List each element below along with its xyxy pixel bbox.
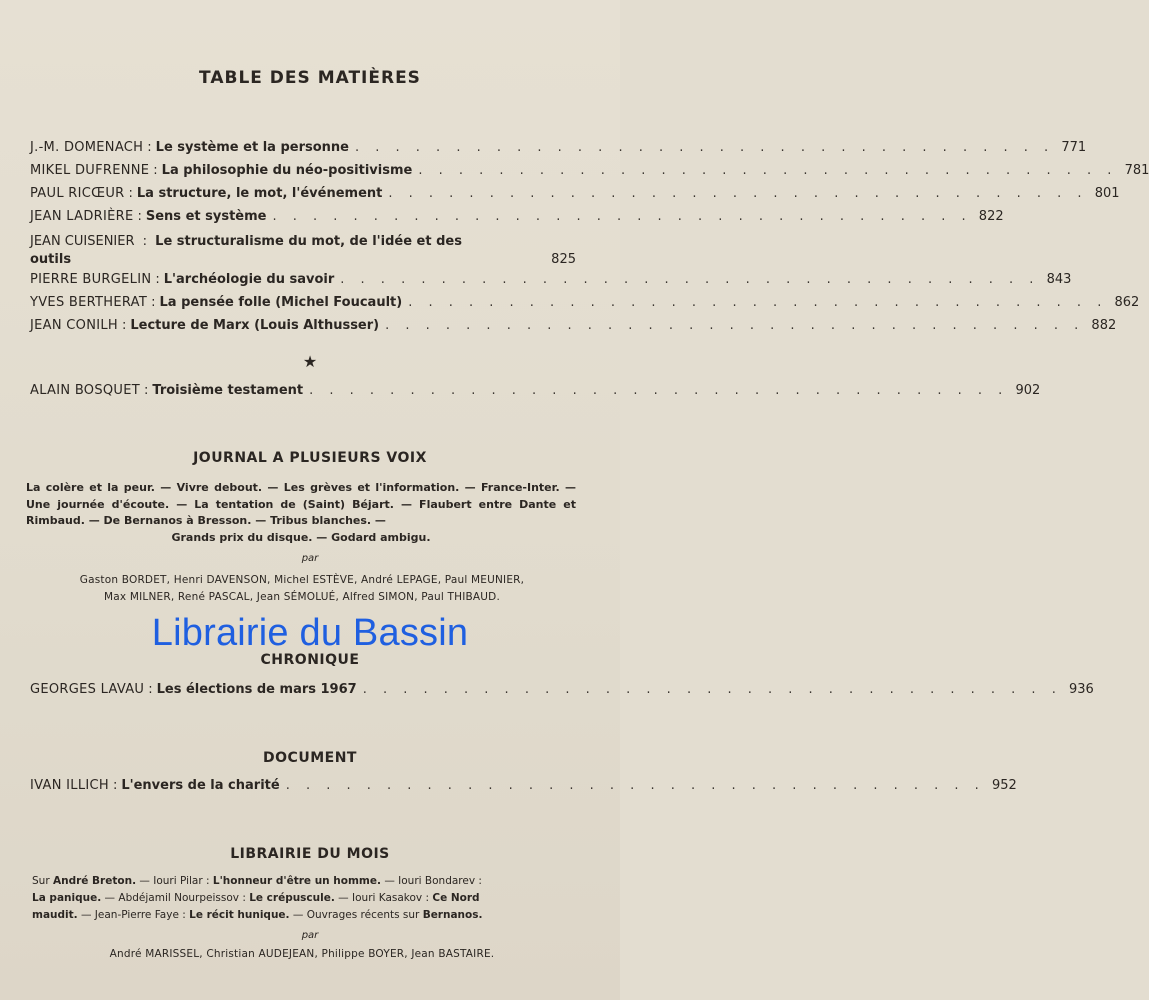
librairie-heading: LIBRAIRIE DU MOIS	[230, 846, 390, 862]
lib-text: — Iouri Pilar :	[136, 875, 213, 887]
toc-separator: :	[112, 778, 118, 793]
lib-book-title: L'honneur d'être un homme.	[212, 875, 381, 887]
toc-page: 825	[551, 252, 576, 267]
toc-entry	[30, 272, 1072, 292]
toc-page: 771	[1061, 140, 1087, 155]
contributors-line: Gaston BORDET, Henri DAVENSON, Michel ESTÈVE, André LEPAGE, Paul MEUNIER,	[79, 574, 525, 586]
toc-page: 902	[1015, 383, 1041, 398]
leader-dots: . . . . . . . . . . . . . . . . . . . . . . . . . . . . . . . . . . .	[272, 209, 972, 224]
toc-author: JEAN CUISENIER	[30, 234, 135, 249]
lib-book-title: maudit.	[32, 909, 78, 921]
toc-page: 801	[1094, 186, 1120, 201]
chronique-heading: CHRONIQUE	[260, 652, 360, 668]
toc-title: La structure, le mot, l'événement	[136, 186, 383, 201]
star-ornament: ★	[302, 352, 318, 371]
toc-author: JEAN CONILH	[30, 318, 118, 333]
contributors-line: Max MILNER, René PASCAL, Jean SÉMOLUÉ, Alfred SIMON, Paul THIBAUD.	[104, 591, 500, 603]
toc-separator: :	[128, 186, 133, 201]
par-label: par	[301, 553, 319, 564]
toc-entry	[30, 233, 576, 269]
toc-title: Troisième testament	[152, 383, 304, 398]
page-title: TABLE DES MATIÈRES	[199, 68, 421, 88]
leader-dots: . . . . . . . . . . . . . . . . . . . . . . . . . . . . . . . . . . .	[340, 272, 1040, 287]
toc-entry	[30, 318, 1117, 338]
toc-entry	[30, 295, 1140, 315]
lib-text: — Ouvrages récents sur	[289, 909, 423, 921]
librairie-line	[32, 907, 578, 924]
toc-author: ALAIN BOSQUET	[30, 383, 140, 398]
toc-separator: :	[153, 163, 158, 178]
leader-dots: . . . . . . . . . . . . . . . . . . . . . . . . . . . . . . . . . . .	[355, 140, 1055, 155]
toc-title: La philosophie du néo-positivisme	[161, 163, 413, 178]
toc-author: YVES BERTHERAT	[30, 295, 148, 310]
toc-title: L'archéologie du savoir	[163, 272, 335, 287]
journal-heading: JOURNAL A PLUSIEURS VOIX	[193, 450, 427, 466]
lib-book-title: Le récit hunique.	[189, 909, 290, 921]
toc-title: Les élections de mars 1967	[156, 682, 357, 697]
toc-separator: :	[137, 209, 142, 224]
toc-title: Sens et système	[145, 209, 267, 224]
document-heading: DOCUMENT	[263, 750, 357, 766]
toc-page: 822	[978, 209, 1004, 224]
lib-text: — Iouri Kasakov :	[334, 892, 433, 904]
toc-separator: :	[144, 383, 149, 398]
toc-page: 882	[1091, 318, 1117, 333]
journal-text: La colère et la peur. — Vivre debout. — Les grèves et l'information. — France-Inter. — Une journée d'écoute. — La tentation de (Saint) Béjart. — Flaubert entre Dante et Rimbaud. — De Bernanos à Bresson. — Tribus blanches. —	[26, 481, 576, 527]
toc-title: Le structuralisme du mot, de l'idée et des	[155, 234, 462, 249]
toc-author: GEORGES LAVAU	[30, 682, 145, 697]
leader-dots: . . . . . . . . . . . . . . . . . . . . . . . . . . . . . . . . . . .	[388, 186, 1088, 201]
toc-page: 781	[1124, 163, 1149, 178]
lib-book-title: La panique.	[32, 892, 102, 904]
journal-contents	[26, 480, 576, 530]
toc-page: 936	[1069, 682, 1094, 697]
toc-separator: :	[121, 318, 127, 333]
toc-entry	[30, 140, 1087, 160]
toc-author: MIKEL DUFRENNE	[30, 163, 150, 178]
toc-separator: :	[147, 140, 152, 155]
leader-dots: . . . . . . . . . . . . . . . . . . . . . . . . . . . . . . . . . . .	[418, 163, 1118, 178]
par-label: par	[301, 930, 319, 941]
lib-text: — Abdéjamil Nourpeissov :	[101, 892, 250, 904]
toc-title: Lecture de Marx (Louis Althusser)	[130, 318, 380, 333]
toc-author: J.-M. DOMENACH	[30, 140, 144, 155]
toc-page: 862	[1114, 295, 1140, 310]
toc-entry	[30, 778, 1017, 798]
toc-entry	[30, 383, 1041, 403]
toc-author: PAUL RICŒUR	[30, 186, 125, 201]
lib-text: — Iouri Bondarev :	[380, 875, 482, 887]
toc-title: Le système et la personne	[155, 140, 349, 155]
contributors-line: André MARISSEL, Christian AUDEJEAN, Philippe BOYER, Jean BASTAIRE.	[109, 948, 495, 960]
toc-author: IVAN ILLICH	[30, 778, 109, 793]
journal-contents-last: Grands prix du disque. — Godard ambigu.	[171, 531, 431, 544]
toc-entry	[30, 209, 1004, 229]
toc-title-continued: outils	[30, 252, 72, 267]
toc-title: L'envers de la charité	[121, 778, 280, 793]
toc-separator: :	[155, 272, 160, 287]
lib-subject: André Breton.	[52, 875, 137, 887]
librairie-line	[32, 890, 578, 907]
toc-separator: :	[151, 295, 156, 310]
toc-entry	[30, 163, 1149, 183]
lib-book-title: Ce Nord	[432, 892, 480, 904]
toc-title: La pensée folle (Michel Foucault)	[159, 295, 403, 310]
leader-dots: . . . . . . . . . . . . . . . . . . . . . . . . . . . . . . . . . . .	[309, 383, 1009, 398]
watermark-text: Librairie du Bassin	[151, 612, 469, 654]
lib-text: — Jean-Pierre Faye :	[77, 909, 190, 921]
leader-dots: . . . . . . . . . . . . . . . . . . . . . . . . . . . . . . . . . . .	[408, 295, 1108, 310]
lib-text: Sur	[32, 875, 53, 887]
toc-page: 952	[992, 778, 1017, 793]
toc-page: 843	[1046, 272, 1072, 287]
lib-book-title: Le crépuscule.	[249, 892, 335, 904]
toc-separator: :	[142, 234, 148, 249]
toc-entry	[30, 186, 1120, 206]
toc-author: PIERRE BURGELIN	[30, 272, 152, 287]
leader-dots: . . . . . . . . . . . . . . . . . . . . . . . . . . . . . . . . . . .	[285, 778, 985, 793]
lib-subject: Bernanos.	[422, 909, 483, 921]
toc-author: JEAN LADRIÈRE	[30, 209, 134, 224]
librairie-line	[32, 873, 578, 890]
toc-entry	[30, 682, 1094, 702]
leader-dots: . . . . . . . . . . . . . . . . . . . . . . . . . . . . . . . . . . .	[385, 318, 1085, 333]
leader-dots: . . . . . . . . . . . . . . . . . . . . . . . . . . . . . . . . . . .	[362, 682, 1062, 697]
toc-separator: :	[148, 682, 153, 697]
